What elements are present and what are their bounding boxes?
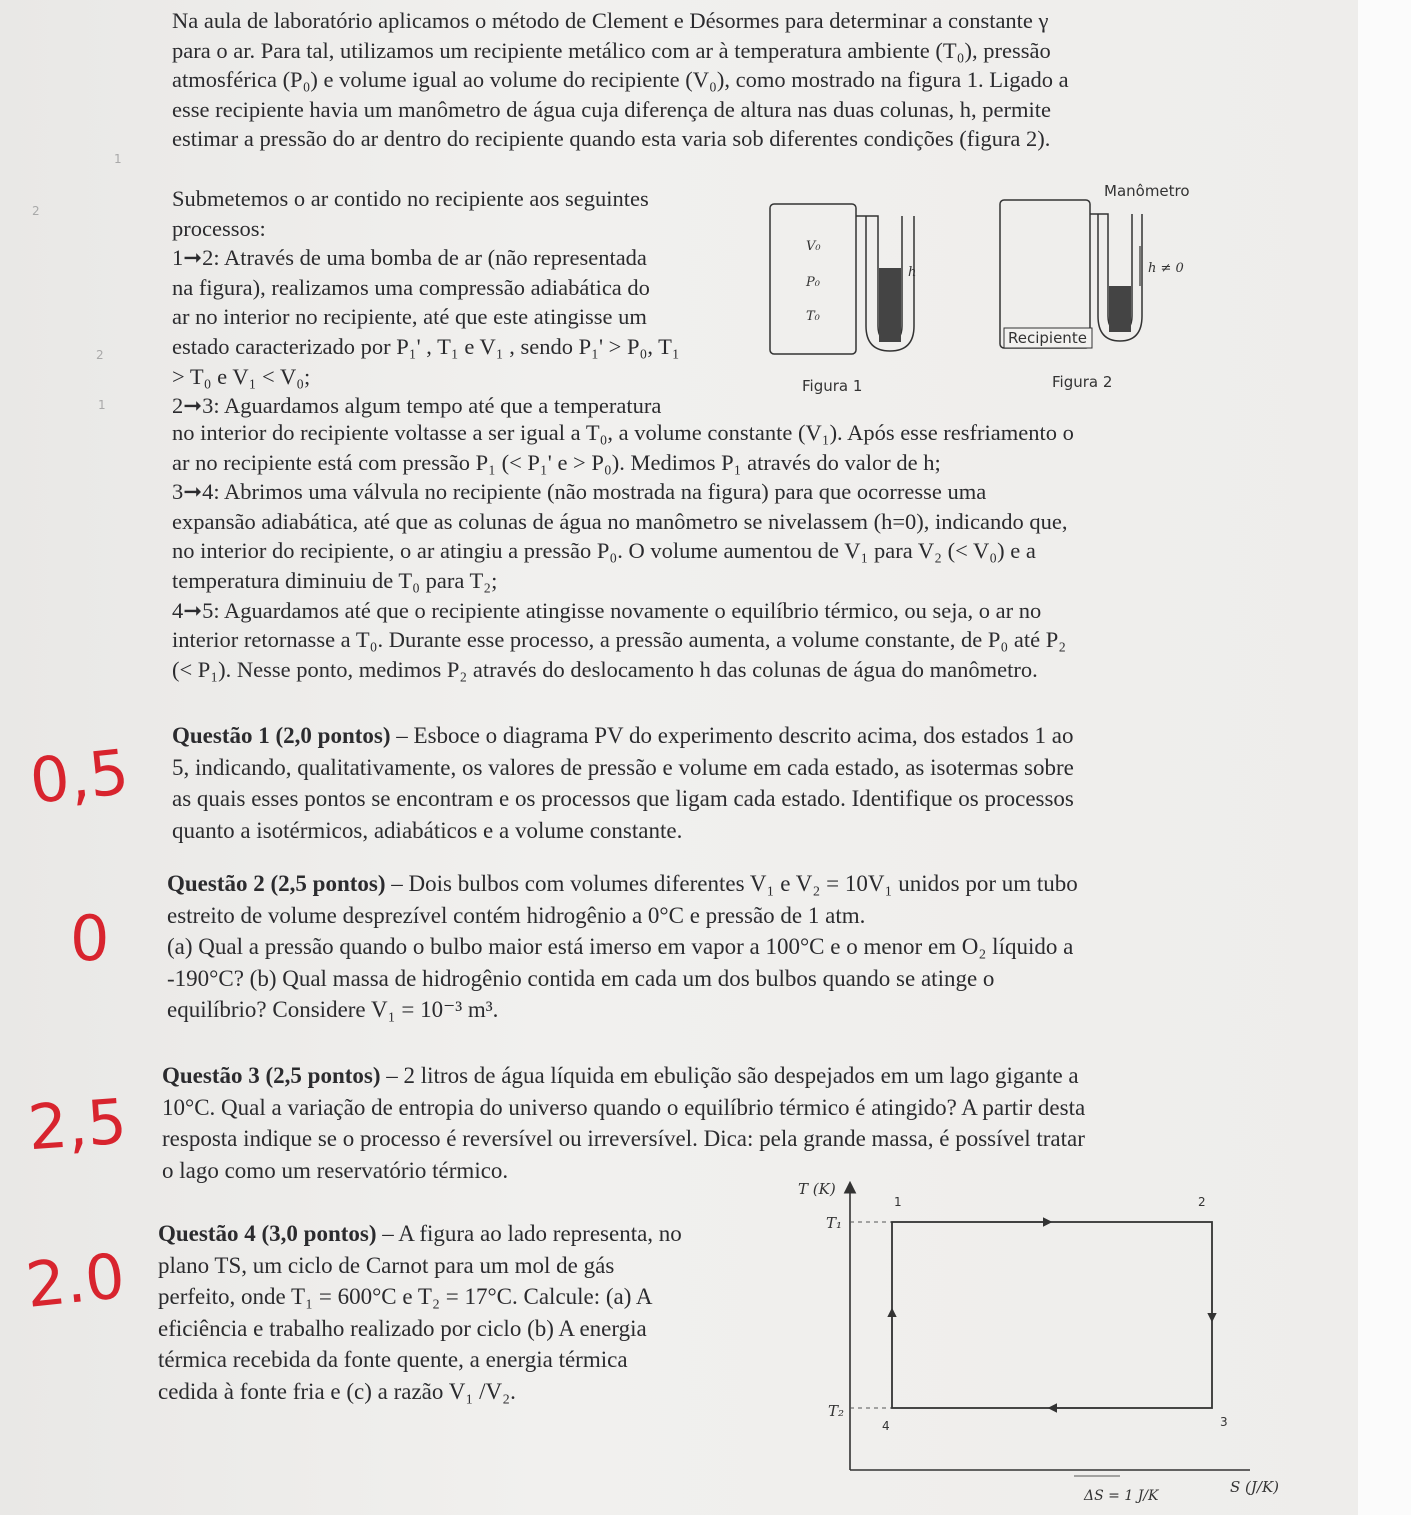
ts-diagram (790, 1170, 1300, 1510)
process-line: interior retornasse a T₀. Durante esse processo, a pressão aumenta, a volume constante, de P₀ até P₂ (172, 627, 1067, 653)
q3-line: o lago como um reservatório térmico. (162, 1157, 509, 1183)
intro-line: estimar a pressão do ar dentro do recipiente quando esta varia sob diferentes condições (figura 2). (172, 126, 1051, 152)
recipient-label: Recipiente (1008, 329, 1087, 347)
question-1 (172, 720, 1232, 846)
q1-title: Questão 1 (2,0 pontos) (172, 723, 391, 748)
t2-label: T₂ (828, 1402, 845, 1420)
manometer-label: Manômetro (1104, 182, 1190, 200)
process-line: > T₀ e V₁ < V₀; (172, 363, 311, 389)
grade-q3: 2,5 (25, 1084, 130, 1165)
grade-q1: 0,5 (26, 735, 133, 818)
process-line: 1➞2: Através de uma bomba de ar (não representada (172, 245, 647, 271)
grade-q4: 2.0 (22, 1239, 129, 1322)
process-line: ar no interior no recipiente, até que este atingisse um (172, 304, 647, 330)
v0-label: V₀ (806, 239, 821, 254)
spiral-binding (1358, 0, 1411, 1515)
water-fig1 (879, 268, 901, 342)
intro-line: Na aula de laboratório aplicamos o método de Clement e Désormes para determinar a constante γ (172, 8, 1049, 33)
intro-line: esse recipiente havia um manômetro de água cuja diferença de altura nas duas colunas, h, permite (172, 96, 1052, 122)
process-line: 2➞3: Aguardamos algum tempo até que a temperatura (172, 393, 662, 419)
intro-line: atmosférica (P₀) e volume igual ao volume do recipiente (V₀), como mostrado na figura 1. Ligado a (172, 67, 1069, 93)
question-4 (158, 1218, 790, 1407)
q4-line: plano TS, um ciclo de Carnot para um mol de gás (158, 1252, 615, 1278)
p0-label: P₀ (806, 275, 820, 290)
q1-line: – Esboce o diagrama PV do experimento descrito acima, dos estados 1 ao (390, 723, 1074, 748)
t1-label: T₁ (826, 1214, 843, 1232)
q2-title: Questão 2 (2,5 pontos) (167, 871, 386, 896)
process-line: processos: (172, 215, 266, 241)
process-line: (< P₁). Nesse ponto, medimos P₂ através do deslocamento h das colunas de água do manômetro. (172, 656, 1038, 682)
delta-s-label: ΔS = 1 J/K (1084, 1488, 1159, 1504)
processes-full (172, 418, 1217, 684)
q2-line: -190°C? (b) Qual massa de hidrogênio contida em cada um dos bulbos quando se atinge o (167, 965, 995, 991)
s-axis-label: S (J/K) (1230, 1478, 1280, 1496)
q1-line: as quais esses pontos se encontram e os processos que ligam cada estado. Identifique os processos (172, 786, 1074, 811)
process-line: estado caracterizado por P₁' , T₁ e V₁ , sendo P₁' > P₀, T₁ (172, 333, 680, 359)
intro-paragraph (172, 6, 1217, 154)
margin-mark: 2 (96, 348, 104, 362)
process-line: temperatura diminuiu de T₀ para T₂; (172, 567, 498, 593)
figure1-caption: Figura 1 (802, 377, 863, 395)
q3-line: – 2 litros de água líquida em ebulição são despejados em um lago gigante a (380, 1063, 1079, 1088)
q4-title: Questão 4 (3,0 pontos) (158, 1221, 377, 1246)
q4-line: cedida à fonte fria e (c) a razão V₁ /V₂. (158, 1378, 516, 1404)
q1-line: 5, indicando, qualitativamente, os valores de pressão e volume em cada estado, as isotermas sobre (172, 754, 1074, 780)
processes-left (172, 184, 750, 421)
q4-line: eficiência e trabalho realizado por ciclo (b) A energia (158, 1315, 647, 1341)
t0-label: T₀ (806, 309, 820, 324)
h-label: h (908, 265, 917, 280)
question-3 (162, 1060, 1250, 1186)
process-line: ar no recipiente está com pressão P₁ (< P₁' e > P₀). Medimos P₁ através do valor de h; (172, 449, 941, 475)
process-line: Submetemos o ar contido no recipiente aos seguintes (172, 186, 649, 211)
corner-2: 2 (1198, 1195, 1206, 1209)
t-axis-label: T (K) (798, 1180, 836, 1198)
q1-line: quanto a isotérmicos, adiabáticos e a volume constante. (172, 817, 683, 843)
q4-line: térmica recebida da fonte quente, a energia térmica (158, 1347, 628, 1372)
q3-title: Questão 3 (2,5 pontos) (162, 1063, 381, 1088)
process-line: 4➞5: Aguardamos até que o recipiente atingisse novamente o equilíbrio térmico, ou seja, o ar no (172, 597, 1042, 623)
corner-1: 1 (894, 1195, 902, 1209)
corner-3: 3 (1220, 1415, 1228, 1429)
process-line: no interior do recipiente, o ar atingiu a pressão P₀. O volume aumentou de V₁ para V₂ (< V₀) e a (172, 538, 1036, 564)
figure2-caption: Figura 2 (1052, 373, 1113, 391)
intro-line: para o ar. Para tal, utilizamos um recipiente metálico com ar à temperatura ambiente (T₀), pressão (172, 37, 1051, 63)
recipient-box-2 (1000, 200, 1090, 348)
apparatus-figures (762, 176, 1232, 401)
carnot-cycle (892, 1222, 1212, 1408)
q3-line: 10°C. Qual a variação de entropia do universo quando o equilíbrio térmico é atingido? A partir desta (162, 1094, 1086, 1120)
margin-mark: 2 (32, 204, 40, 218)
q4-line: – A figura ao lado representa, no (376, 1221, 682, 1246)
q2-line: estreito de volume desprezível contém hidrogênio a 0°C e pressão de 1 atm. (167, 902, 866, 928)
process-line: no interior do recipiente voltasse a ser igual a T₀, a volume constante (V₁). Após esse resfriamento o (172, 420, 1074, 445)
q2-line: equilíbrio? Considere V₁ = 10⁻³ m³. (167, 997, 499, 1022)
q4-line: perfeito, onde T₁ = 600°C e T₂ = 17°C. Calcule: (a) A (158, 1284, 653, 1309)
q2-line: – Dois bulbos com volumes diferentes V₁ e V₂ = 10V₁ unidos por um tubo (385, 871, 1078, 896)
process-line: expansão adiabática, até que as colunas de água no manômetro se nivelassem (h=0), indicando que, (172, 508, 1068, 534)
process-line: 3➞4: Abrimos uma válvula no recipiente (não mostrada na figura) para que ocorresse uma (172, 479, 987, 505)
q2-line: (a) Qual a pressão quando o bulbo maior está imerso em vapor a 100°C e o menor em O₂ líquido a (167, 934, 1074, 959)
margin-mark: 1 (114, 152, 122, 166)
corner-4: 4 (882, 1419, 890, 1433)
water-fig2 (1109, 286, 1131, 332)
h-neq-label: h ≠ 0 (1148, 261, 1184, 276)
grade-q2: 0 (70, 902, 110, 975)
q3-line: resposta indique se o processo é reversível ou irreversível. Dica: pela grande massa, é possível tratar (162, 1126, 1085, 1151)
process-line: na figura), realizamos uma compressão adiabática do (172, 274, 650, 300)
margin-mark: 1 (98, 398, 106, 412)
question-2 (167, 868, 1239, 1026)
